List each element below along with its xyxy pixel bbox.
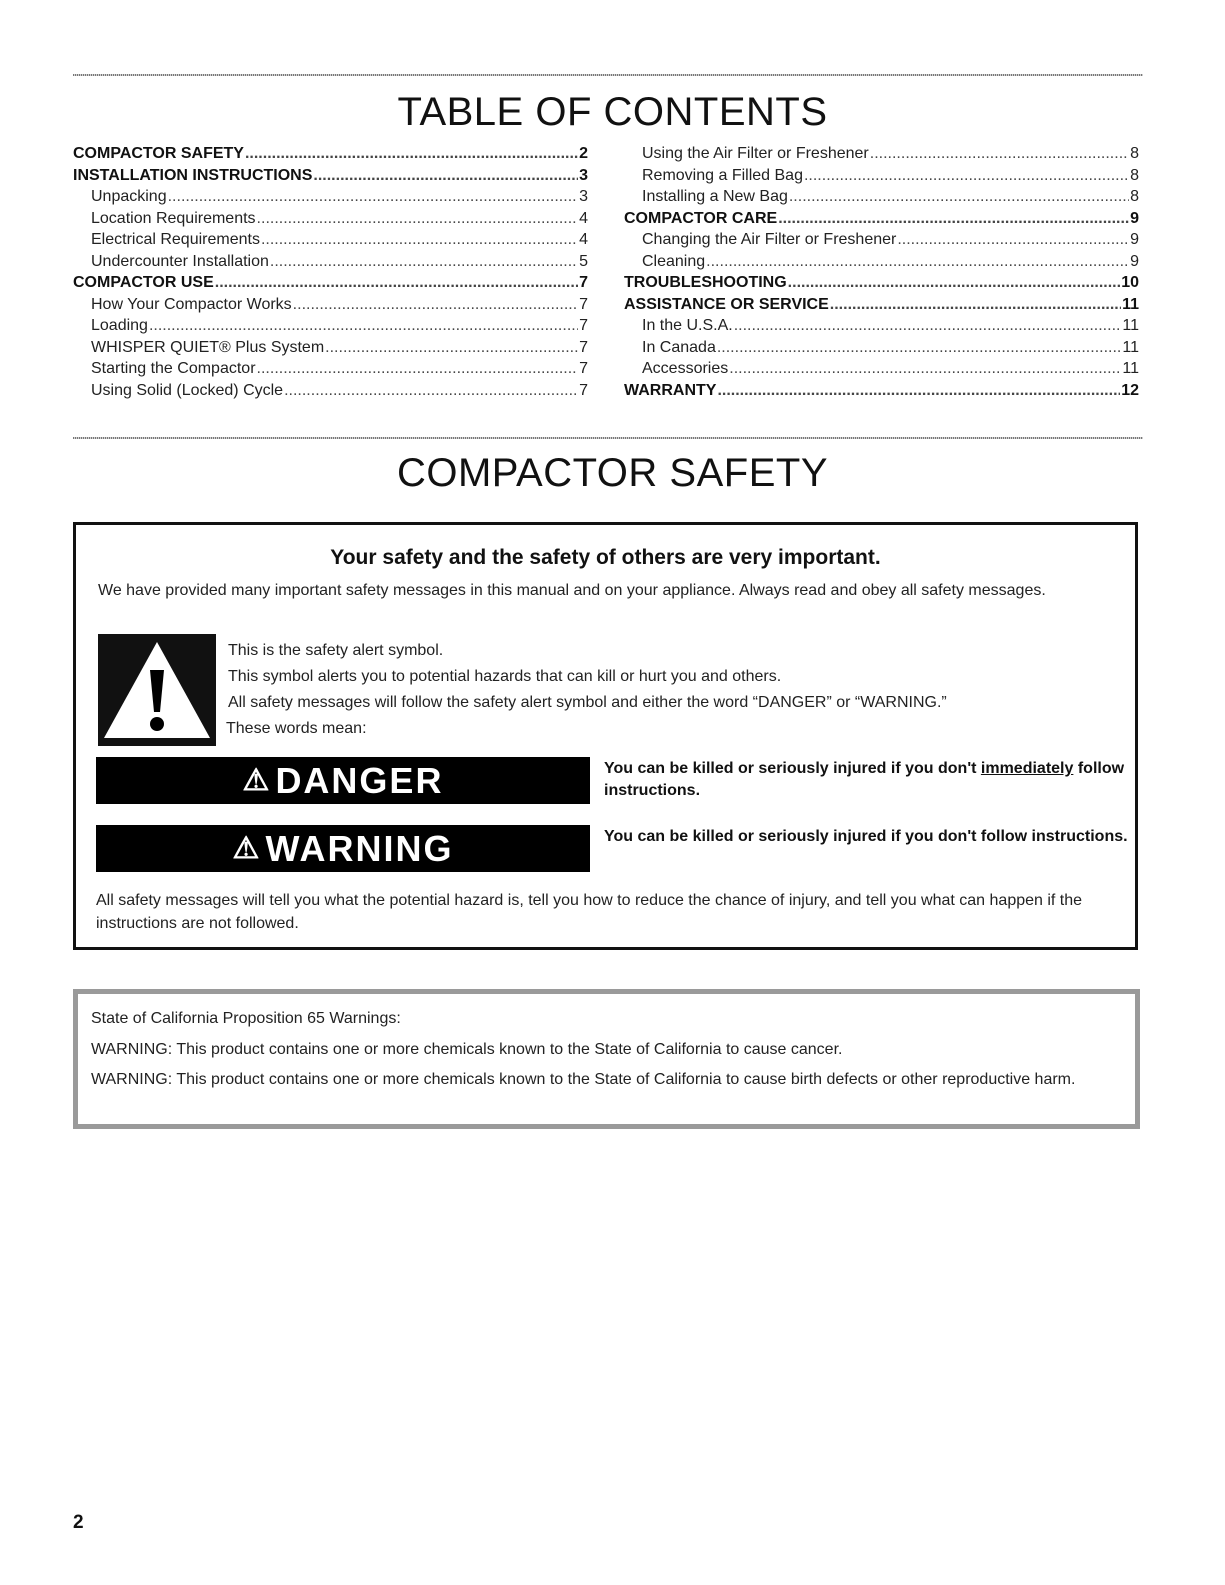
warning-description: You can be killed or seriously injured if you don't follow instructions. (604, 828, 1128, 845)
toc-entry[interactable]: COMPACTOR USE ..... 7 (73, 272, 588, 294)
section-rule (73, 437, 1143, 439)
toc-entry[interactable]: Accessories ..... 11 (624, 358, 1139, 380)
alert-line: These words mean: (226, 720, 367, 737)
toc-entry[interactable]: Starting the Compactor ..... 7 (73, 358, 588, 380)
safety-heading: Your safety and the safety of others are very important. (330, 546, 881, 569)
toc-right-column (624, 143, 1139, 401)
alert-symbol-icon: ⚠ (242, 764, 272, 797)
page-number: 2 (73, 1512, 84, 1533)
toc-entry[interactable]: Changing the Air Filter or Freshener ..... 9 (624, 229, 1139, 251)
safety-footer: All safety messages will tell you what the potential hazard is, tell you how to reduce the chance of injury, and tell you what can happen if the instructions are not followed. (96, 892, 1083, 932)
toc-entry[interactable]: WARRANTY ..... 12 (624, 380, 1139, 402)
alert-line: All safety messages will follow the safety alert symbol and either the word “DANGER” or “WARNING.” (228, 694, 947, 711)
toc-entry[interactable]: In the U.S.A. ..... 11 (624, 315, 1139, 337)
toc-entry[interactable]: TROUBLESHOOTING ..... 10 (624, 272, 1139, 294)
toc-entry[interactable]: Unpacking ..... 3 (73, 186, 588, 208)
alert-explanation (228, 638, 1108, 742)
warning-triangle-icon (98, 634, 216, 746)
toc-entry[interactable]: Electrical Requirements ..... 4 (73, 229, 588, 251)
toc-entry[interactable]: Removing a Filled Bag ..... 8 (624, 165, 1139, 187)
toc-entry[interactable]: Undercounter Installation ..... 5 (73, 251, 588, 273)
danger-description: You can be killed or seriously injured if you don't immediately follow instructions. (604, 760, 1125, 799)
toc-entry[interactable]: Location Requirements ..... 4 (73, 208, 588, 230)
warning-label: ⚠ WARNING (96, 825, 590, 872)
toc-entry[interactable]: Using Solid (Locked) Cycle ..... 7 (73, 380, 588, 402)
toc-entry[interactable]: Cleaning ..... 9 (624, 251, 1139, 273)
prop65-warning: WARNING: This product contains one or more chemicals known to the State of California to cause birth defects or other reproductive harm. (91, 1071, 1076, 1088)
toc-entry[interactable]: Using the Air Filter or Freshener ..... 8 (624, 143, 1139, 165)
toc-entry[interactable]: INSTALLATION INSTRUCTIONS ..... 3 (73, 165, 588, 187)
safety-box (73, 522, 1138, 950)
prop65-box (73, 989, 1140, 1129)
toc-entry[interactable]: In Canada ..... 11 (624, 337, 1139, 359)
toc-entry[interactable]: COMPACTOR CARE ..... 9 (624, 208, 1139, 230)
toc-entry[interactable]: Loading ..... 7 (73, 315, 588, 337)
danger-label: ⚠ DANGER (96, 757, 590, 804)
safety-title: COMPACTOR SAFETY (396, 451, 828, 495)
toc-entry[interactable]: How Your Compactor Works ..... 7 (73, 294, 588, 316)
toc-entry[interactable]: COMPACTOR SAFETY ..... 2 (73, 143, 588, 165)
toc-entry[interactable]: WHISPER QUIET® Plus System ..... 7 (73, 337, 588, 359)
toc-title: TABLE OF CONTENTS (397, 90, 828, 134)
toc-entry[interactable]: ASSISTANCE OR SERVICE ..... 11 (624, 294, 1139, 316)
toc-left-column (73, 143, 588, 401)
safety-intro: We have provided many important safety messages in this manual and on your appliance. Always read and obey all safety messages. (98, 582, 1046, 599)
alert-line: This is the safety alert symbol. (228, 642, 444, 659)
prop65-warning: WARNING: This product contains one or more chemicals known to the State of California to cause cancer. (91, 1041, 843, 1058)
alert-line: This symbol alerts you to potential hazards that can kill or hurt you and others. (228, 668, 782, 685)
toc-entry[interactable]: Installing a New Bag ..... 8 (624, 186, 1139, 208)
top-rule (73, 74, 1143, 76)
alert-symbol-icon: ⚠ (232, 832, 262, 865)
prop65-title: State of California Proposition 65 Warnings: (91, 1010, 401, 1027)
